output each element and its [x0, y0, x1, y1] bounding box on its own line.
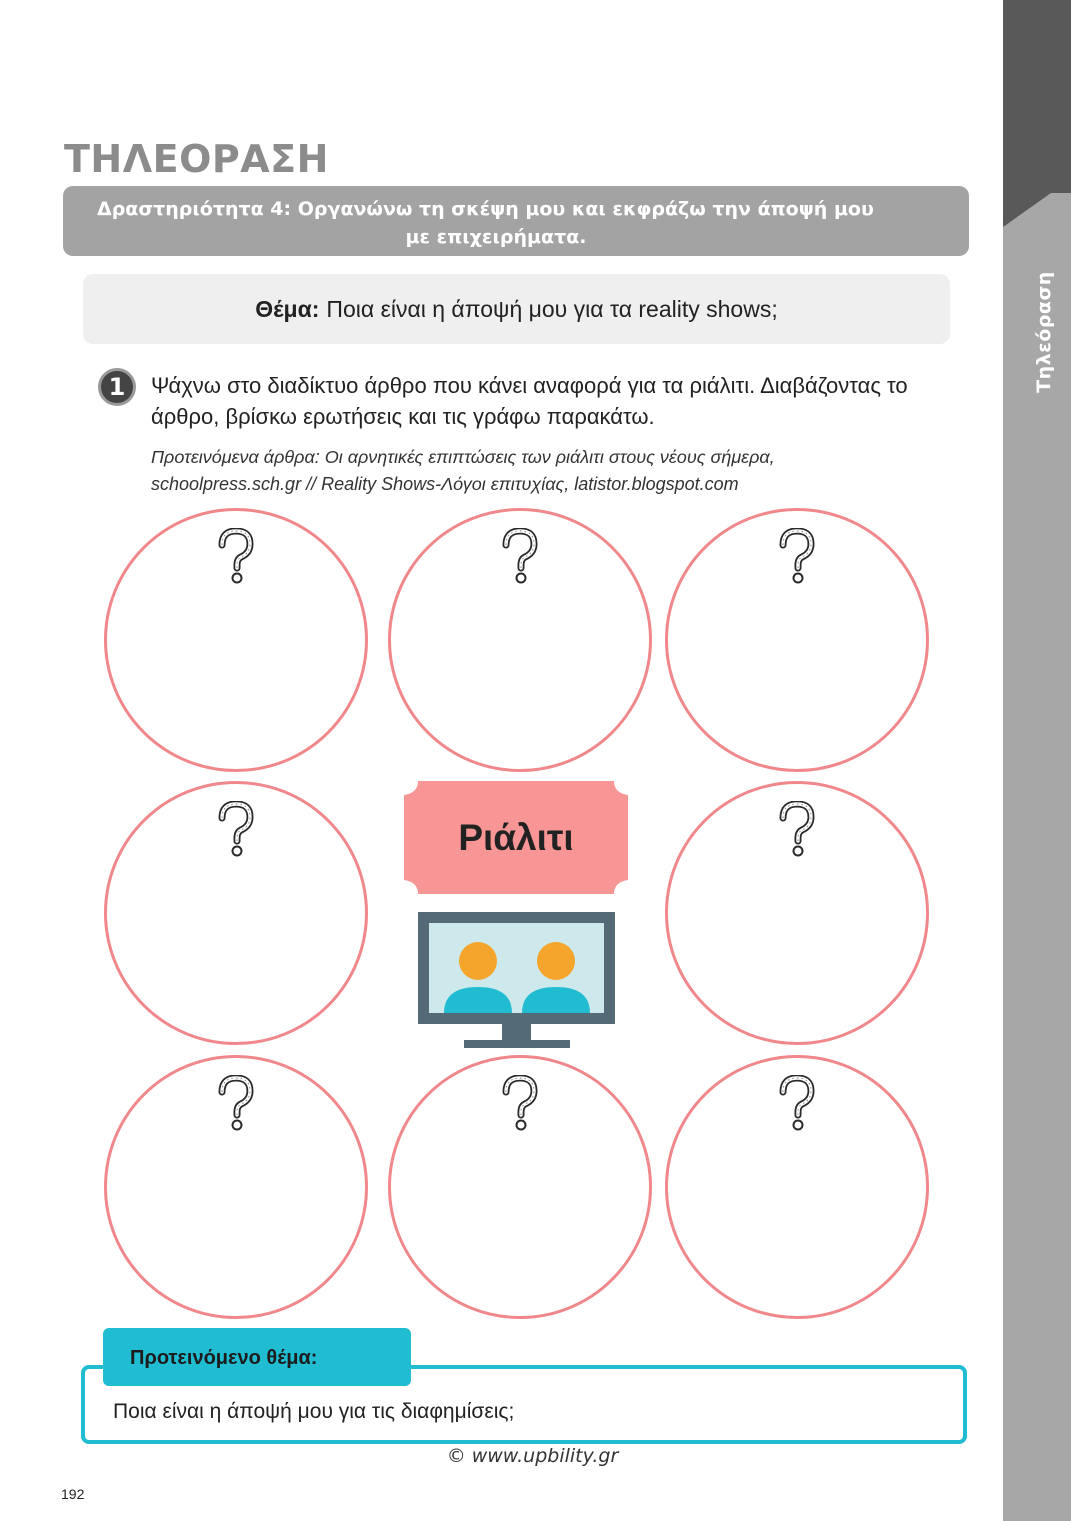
side-bar-header — [1003, 0, 1071, 193]
suggested-articles-line1: Προτεινόμενα άρθρα: Οι αρνητικές επιπτώσεις των ριάλιτι στους νέους σήμερα, — [151, 447, 775, 467]
activity-banner — [63, 186, 969, 256]
topic-text: Ποια είναι η άποψή μου για τα reality shows; — [326, 295, 778, 322]
activity-title-line2: με επιχειρήματα. — [405, 226, 587, 248]
tv-monitor-icon — [418, 912, 615, 1050]
center-label-text: Ριάλιτι — [458, 816, 574, 858]
question-mark-icon — [218, 1075, 254, 1131]
question-mark-icon — [502, 1075, 538, 1131]
question-mark-icon — [779, 528, 815, 584]
step-number-icon: 1 — [98, 368, 136, 406]
page-number: 192 — [61, 1486, 85, 1502]
question-mark-icon — [218, 801, 254, 857]
question-mark-icon — [502, 528, 538, 584]
topic-label: Θέμα: — [255, 295, 320, 322]
page-title: ΤΗΛΕΟΡΑΣΗ — [64, 137, 329, 181]
suggested-articles — [151, 444, 971, 498]
step-instruction: Ψάχνω στο διαδίκτυο άρθρο που κάνει αναφορά για τα ριάλιτι. Διαβάζοντας το άρθρο, βρίσκω ερωτήσεις και τις γράφω παρακάτω. — [151, 373, 908, 429]
question-mark-icon — [218, 528, 254, 584]
suggested-topic-text: Ποια είναι η άποψή μου για τις διαφημίσεις; — [113, 1400, 515, 1423]
topic-box — [83, 274, 950, 344]
suggested-topic-tab: Προτεινόμενο θέμα: — [103, 1328, 411, 1386]
copyright: © www.upbility.gr — [446, 1445, 619, 1467]
suggested-articles-line2: schoolpress.sch.gr // Reality Shows-Λόγοι επιτυχίας, latistor.blogspot.com — [151, 474, 739, 494]
center-label — [404, 781, 628, 894]
side-chapter-bar — [1003, 0, 1071, 1521]
side-chapter-label: Τηλεόραση — [1033, 271, 1055, 393]
question-mark-icon — [779, 801, 815, 857]
activity-title-line1: Δραστηριότητα 4: Οργανώνω τη σκέψη μου και εκφράζω την άποψή μου — [97, 198, 874, 220]
side-bar-notch — [1003, 193, 1051, 227]
question-mark-icon — [779, 1075, 815, 1131]
